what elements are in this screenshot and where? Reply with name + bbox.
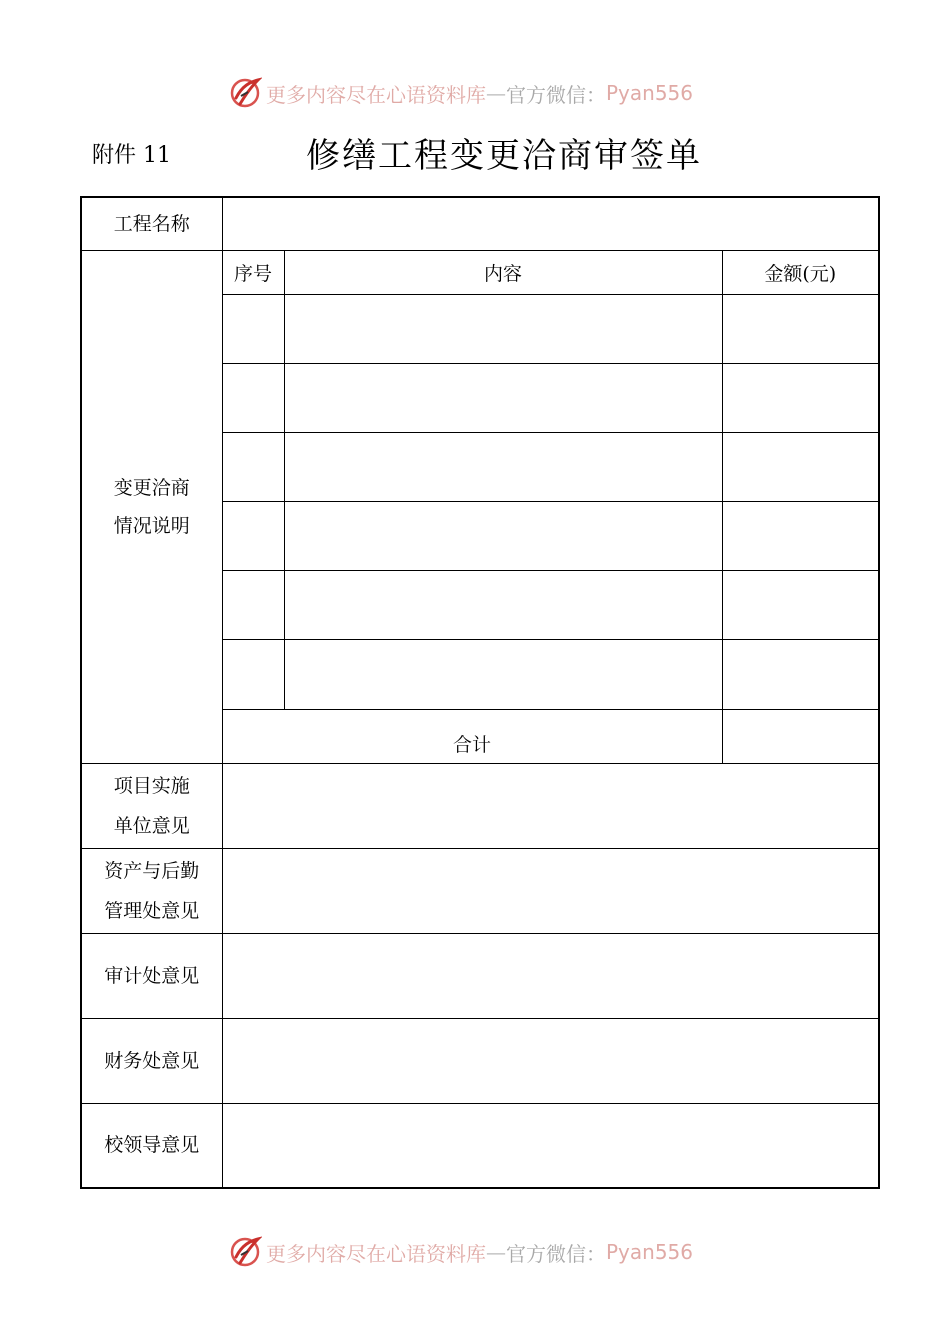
opinion-label-line1: 财务处意见 [104,1049,200,1072]
opinion-label-line2: 管理处意见 [104,899,200,922]
item-seq-cell[interactable] [222,294,284,363]
opinion-field-finance[interactable] [222,1018,879,1103]
opinion-label-line1: 项目实施 [113,774,190,797]
item-seq-cell[interactable] [222,363,284,432]
change-section-label-line1: 变更洽商 [113,476,190,499]
watermark-separator: — [486,1240,506,1264]
item-content-cell[interactable] [284,432,722,501]
opinion-label-line1: 校领导意见 [104,1134,200,1157]
item-seq-cell[interactable] [222,432,284,501]
item-amount-cell[interactable] [722,363,879,432]
item-seq-cell[interactable] [222,570,284,639]
column-header-seq: 序号 [222,250,284,294]
watermark-text: 更多内容尽在心语资料库 [266,1241,486,1266]
item-content-cell[interactable] [284,501,722,570]
opinion-label-line1: 资产与后勤 [104,859,200,882]
item-seq-cell[interactable] [222,501,284,570]
watermark-separator: — [486,81,506,105]
opinion-label-asset-logistics [81,848,222,933]
watermark-top [228,75,748,111]
item-seq-cell[interactable] [222,639,284,709]
total-label: 合计 [222,709,722,763]
opinion-label-finance [81,1018,222,1103]
watermark-id: Pyan556 [606,81,694,105]
attachment-label: 附件 11 [92,143,171,168]
watermark-label: 官方微信： [506,82,606,107]
opinion-field-project-unit[interactable] [222,763,879,848]
page-title: 修缮工程变更洽商审签单 [306,136,702,176]
watermark-logo-icon [228,1235,262,1269]
approval-form-table [80,196,880,1189]
opinion-label-line1: 审计处意见 [104,964,200,987]
item-amount-cell[interactable] [722,639,879,709]
watermark-label: 官方微信： [506,1241,606,1266]
watermark-bottom [228,1234,748,1270]
item-amount-cell[interactable] [722,501,879,570]
item-amount-cell[interactable] [722,294,879,363]
opinion-field-school-leader[interactable] [222,1103,879,1188]
column-header-content: 内容 [284,250,722,294]
opinion-field-asset-logistics[interactable] [222,848,879,933]
opinion-label-audit [81,933,222,1018]
item-content-cell[interactable] [284,363,722,432]
watermark-logo-icon [228,76,262,110]
opinion-label-line2: 单位意见 [113,814,190,837]
total-amount-cell[interactable] [722,709,879,763]
opinion-label-school-leader [81,1103,222,1188]
item-content-cell[interactable] [284,570,722,639]
item-content-cell[interactable] [284,294,722,363]
watermark-id: Pyan556 [606,1240,694,1264]
opinion-field-audit[interactable] [222,933,879,1018]
change-section-label [81,250,222,763]
column-header-amount: 金额(元) [722,250,879,294]
project-name-field[interactable] [222,197,879,250]
item-amount-cell[interactable] [722,570,879,639]
opinion-label-project-unit [81,763,222,848]
item-amount-cell[interactable] [722,432,879,501]
watermark-text: 更多内容尽在心语资料库 [266,82,486,107]
project-name-label: 工程名称 [81,197,222,250]
item-content-cell[interactable] [284,639,722,709]
change-section-label-line2: 情况说明 [113,514,190,537]
